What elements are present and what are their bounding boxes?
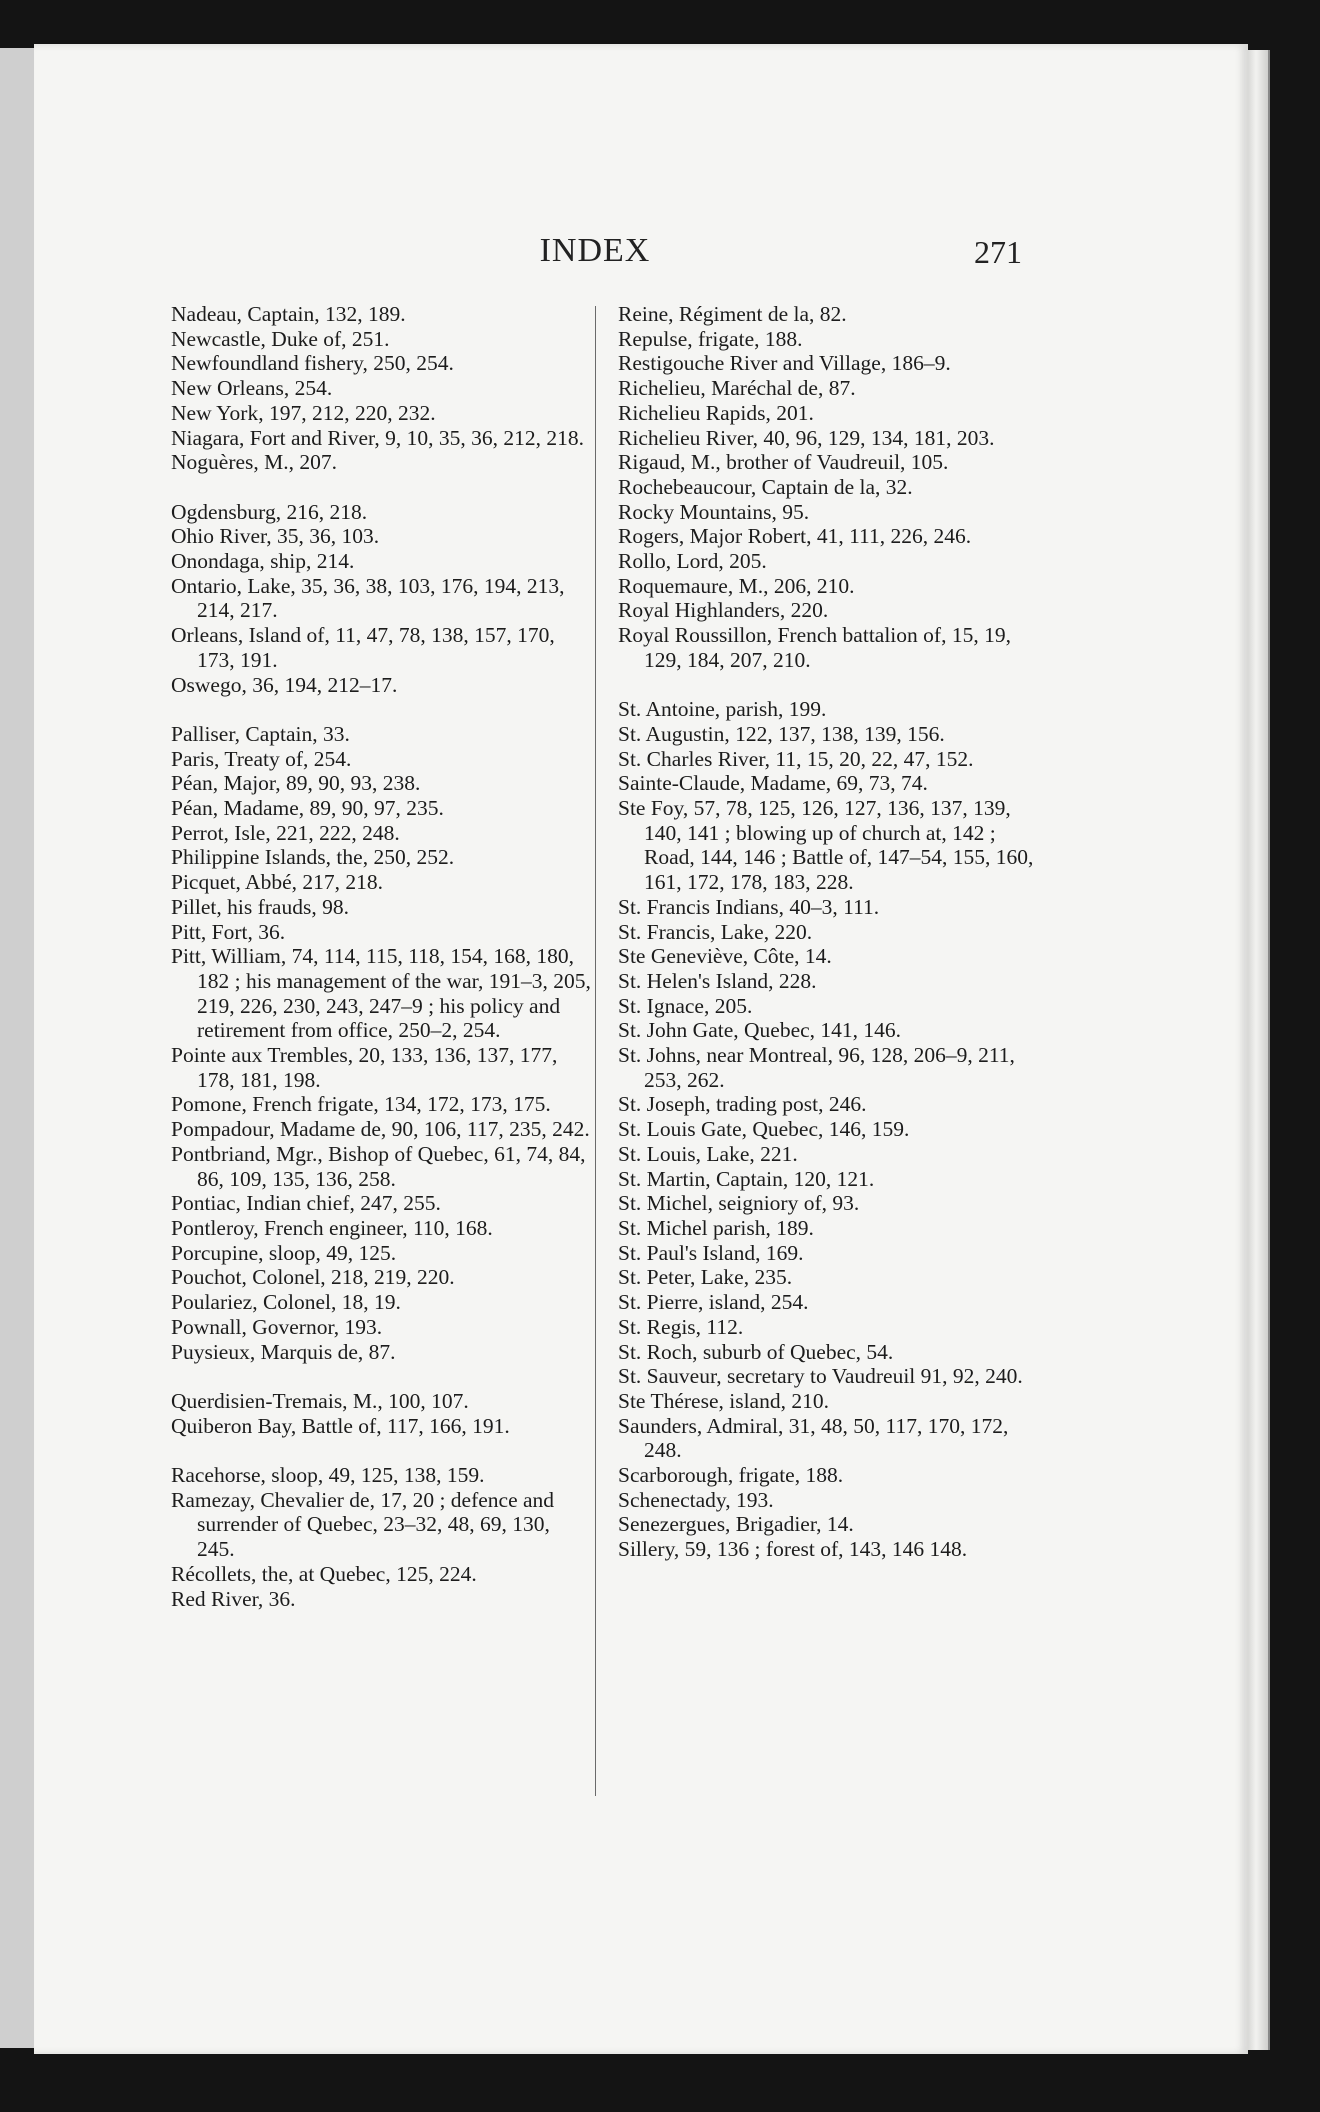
page-title: INDEX [539, 232, 651, 269]
index-entry: St. Ignace, 205. [618, 993, 753, 1018]
index-entry: Querdisien-Tremais, M., 100, 107. [171, 1388, 469, 1413]
index-entry: Royal Roussillon, French battalion of, 15, 19, 129, 184, 207, 210. [618, 623, 1011, 672]
column-divider [595, 306, 596, 1796]
index-entry: Roquemaure, M., 206, 210. [618, 573, 855, 598]
index-entry: Orleans, Island of, 11, 47, 78, 138, 157, 170, 173, 191. [171, 623, 555, 672]
index-entry: Picquet, Abbé, 217, 218. [171, 870, 383, 895]
index-column-right [618, 302, 1038, 1562]
index-entry: Ste Thérese, island, 210. [618, 1388, 829, 1413]
index-entry: Sillery, 59, 136 ; forest of, 143, 146 148. [618, 1537, 968, 1562]
index-entry: Onondaga, ship, 214. [171, 549, 355, 574]
index-entry: Racehorse, sloop, 49, 125, 138, 159. [171, 1462, 485, 1487]
index-entry: St. Louis, Lake, 221. [618, 1141, 798, 1166]
index-entry: St. Francis Indians, 40–3, 111. [618, 894, 880, 919]
page-stack-edge [1248, 50, 1270, 2050]
index-entry: Pitt, Fort, 36. [171, 919, 286, 944]
index-entry: St. Charles River, 11, 15, 20, 22, 47, 152. [618, 746, 974, 771]
index-entry: Ste Foy, 57, 78, 125, 126, 127, 136, 137, 139, 140, 141 ; blowing up of church at, 142 ; Road, 144, 146 ; Battle of, 147–54, 155, 160, 161, 172, 178, 183, 228. [618, 796, 1034, 895]
index-entry: Ste Geneviève, Côte, 14. [618, 944, 832, 969]
index-column-left [171, 302, 591, 1611]
index-entry: Newcastle, Duke of, 251. [171, 326, 390, 351]
index-entry: St. Martin, Captain, 120, 121. [618, 1166, 875, 1191]
index-entry: Poulariez, Colonel, 18, 19. [171, 1290, 401, 1315]
book-page [34, 44, 1248, 2054]
index-entry: Rollo, Lord, 205. [618, 549, 767, 574]
index-entry: Rogers, Major Robert, 41, 111, 226, 246. [618, 524, 972, 549]
index-entry: Pouchot, Colonel, 218, 219, 220. [171, 1265, 455, 1290]
index-entry: St. Louis Gate, Quebec, 146, 159. [618, 1117, 910, 1142]
index-entry: St. Michel parish, 189. [618, 1216, 814, 1240]
index-entry: Saunders, Admiral, 31, 48, 50, 117, 170, 172, 248. [618, 1413, 1009, 1463]
index-entry: Ogdensburg, 216, 218. [171, 499, 368, 524]
index-entry: Pitt, William, 74, 114, 115, 118, 154, 168, 180, 182 ; his management of the war, 191–3, 205, 219, 226, 230, 243, 247–9 ; his policy and retirement from office, 250–2, 254. [171, 944, 591, 1043]
index-entry: Niagara, Fort and River, 9, 10, 35, 36, 212, 218. [171, 425, 584, 450]
index-entry: Scarborough, frigate, 188. [618, 1463, 844, 1488]
index-entry: New York, 197, 212, 220, 232. [171, 400, 436, 425]
index-entry: Richelieu, Maréchal de, 87. [618, 376, 856, 401]
index-entry: Quiberon Bay, Battle of, 117, 166, 191. [171, 1413, 510, 1438]
index-entry: Pomone, French frigate, 134, 172, 173, 175. [171, 1092, 551, 1117]
adjacent-page-edge [0, 48, 36, 2048]
index-entry: Newfoundland fishery, 250, 254. [171, 351, 454, 376]
index-entry: Rochebeaucour, Captain de la, 32. [618, 474, 913, 499]
index-entry: Noguères, M., 207. [171, 450, 338, 475]
index-entry: Pillet, his frauds, 98. [171, 894, 349, 919]
index-entry: Red River, 36. [171, 1586, 296, 1611]
index-entry: Pontleroy, French engineer, 110, 168. [171, 1215, 493, 1240]
index-entry: St. Joseph, trading post, 246. [618, 1092, 867, 1117]
index-entry: Paris, Treaty of, 254. [171, 746, 352, 771]
index-entry: Richelieu Rapids, 201. [618, 400, 814, 425]
index-entry: Schenectady, 193. [618, 1487, 774, 1512]
index-entry: Sainte-Claude, Madame, 69, 73, 74. [618, 771, 928, 796]
index-entry: Perrot, Isle, 221, 222, 248. [171, 820, 400, 845]
index-entry: Rigaud, M., brother of Vaudreuil, 105. [618, 450, 949, 475]
index-entry: Péan, Major, 89, 90, 93, 238. [171, 771, 421, 796]
page-number: 271 [974, 234, 1022, 270]
index-entry: Ontario, Lake, 35, 36, 38, 103, 176, 194, 213, 214, 217. [171, 573, 565, 623]
index-entry: St. Sauveur, secretary to Vaudreuil 91, 92, 240. [618, 1364, 1023, 1389]
index-entry: Palliser, Captain, 33. [171, 721, 350, 746]
index-entry: St. Johns, near Montreal, 96, 128, 206–9, 211, 253, 262. [618, 1043, 1015, 1092]
index-entry: St. Pierre, island, 254. [618, 1290, 809, 1315]
index-entry: St. Helen's Island, 228. [618, 968, 817, 993]
index-entry: New Orleans, 254. [171, 376, 333, 401]
index-entry: Péan, Madame, 89, 90, 97, 235. [171, 796, 444, 821]
index-entry: St. Peter, Lake, 235. [618, 1265, 793, 1290]
index-entry: Repulse, frigate, 188. [618, 326, 803, 351]
index-entry: Senezergues, Brigadier, 14. [618, 1512, 854, 1537]
index-entry: Porcupine, sloop, 49, 125. [171, 1240, 397, 1265]
index-entry: St. Regis, 112. [618, 1314, 744, 1339]
index-entry: Pointe aux Trembles, 20, 133, 136, 137, 177, 178, 181, 198. [171, 1043, 558, 1092]
index-entry: Rocky Mountains, 95. [618, 499, 810, 524]
index-entry: Puysieux, Marquis de, 87. [171, 1339, 396, 1364]
index-entry: Royal Highlanders, 220. [618, 598, 829, 623]
index-entry: Nadeau, Captain, 132, 189. [171, 302, 406, 326]
index-entry: St. Francis, Lake, 220. [618, 919, 813, 944]
index-entry: Pompadour, Madame de, 90, 106, 117, 235, 242. [171, 1117, 590, 1142]
index-entry: St. Antoine, parish, 199. [618, 697, 827, 722]
index-entry: St. Augustin, 122, 137, 138, 139, 156. [618, 721, 945, 746]
index-entry: Ohio River, 35, 36, 103. [171, 524, 380, 549]
index-entry: Pontiac, Indian chief, 247, 255. [171, 1191, 441, 1216]
index-entry: Richelieu River, 40, 96, 129, 134, 181, 203. [618, 425, 995, 450]
index-entry: Pownall, Governor, 193. [171, 1314, 383, 1339]
index-entry: Restigouche River and Village, 186–9. [618, 351, 951, 376]
index-entry: St. Michel, seigniory of, 93. [618, 1191, 860, 1216]
index-entry: Reine, Régiment de la, 82. [618, 302, 847, 326]
index-entry: Récollets, the, at Quebec, 125, 224. [171, 1561, 477, 1586]
index-entry: Philippine Islands, the, 250, 252. [171, 845, 455, 870]
index-entry: St. Paul's Island, 169. [618, 1240, 804, 1265]
index-entry: St. Roch, suburb of Quebec, 54. [618, 1339, 894, 1364]
index-entry: St. John Gate, Quebec, 141, 146. [618, 1018, 902, 1043]
index-entry: Oswego, 36, 194, 212–17. [171, 672, 398, 697]
index-entry: Ramezay, Chevalier de, 17, 20 ; defence and surrender of Quebec, 23–32, 48, 69, 130, 245. [171, 1487, 555, 1562]
index-entry: Pontbriand, Mgr., Bishop of Quebec, 61, 74, 84, 86, 109, 135, 136, 258. [171, 1141, 586, 1191]
